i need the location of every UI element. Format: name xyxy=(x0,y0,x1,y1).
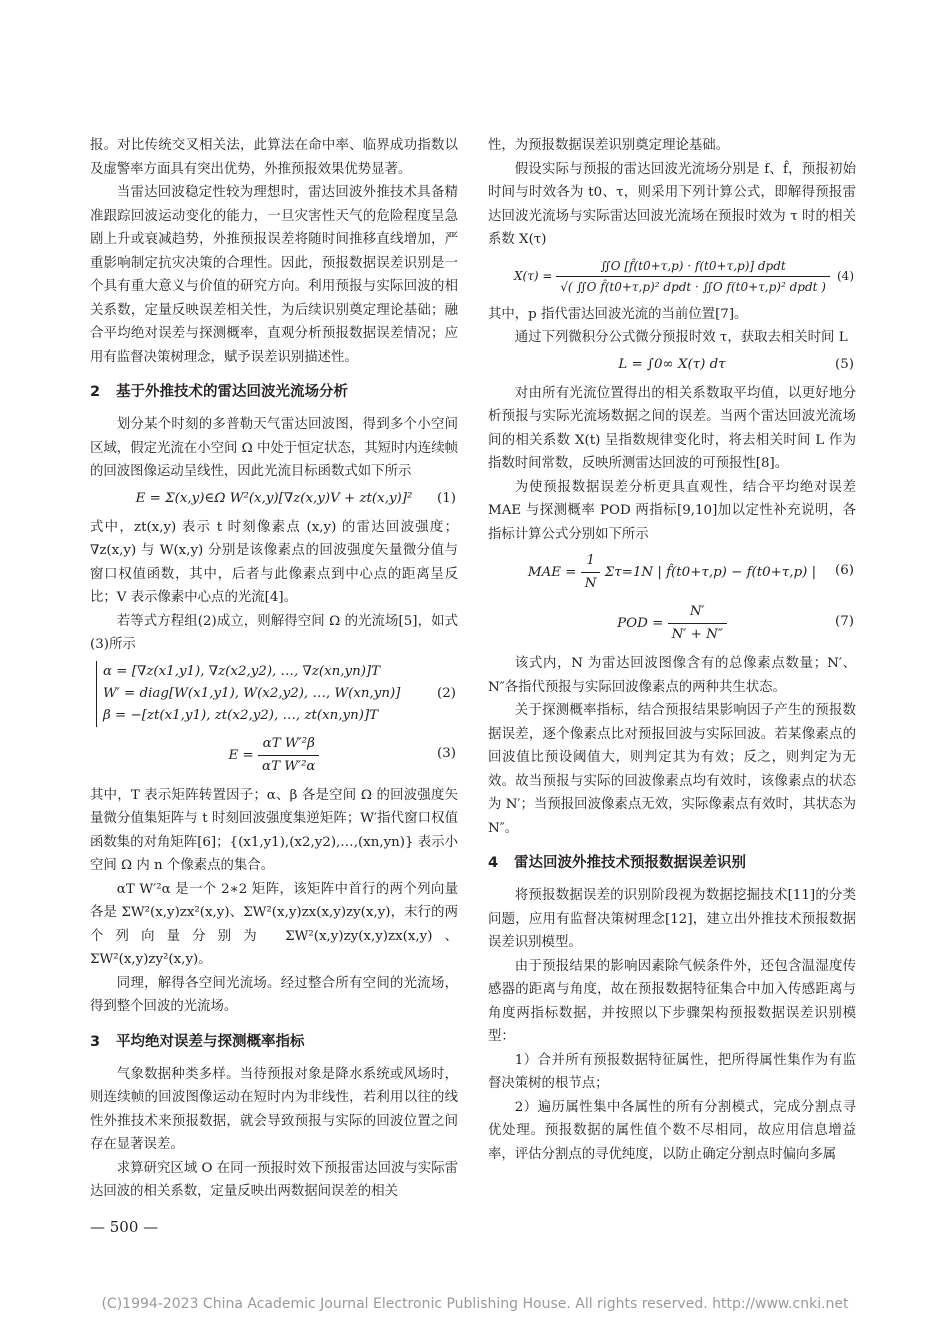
paragraph: 性，为预报数据误差识别奠定理论基础。 xyxy=(488,138,730,153)
paragraph: 划分某个时刻的多普勒天气雷达回波图，得到多个小空间区域，假定光流在小空间 Ω 中处于恒定状态，其短时内连续帧的回波图像运动呈线性，因此光流目标函数式如下所示 xyxy=(90,417,458,479)
equation-number: (1) xyxy=(437,490,456,506)
paragraph: 将预报数据误差的识别阶段视为数据挖掘技术[11]的分类问题，应用有监督决策树理念[12]，建立出外推技术预报数据误差识别模型。 xyxy=(488,888,856,950)
paragraph: 由于预报结果的影响因素除气候条件外，还包含温湿度传感器的距离与角度，故在预报数据特征集合中加入传感距离与角度两指标数据，并按照以下步骤架构预报数据误差识别模型： xyxy=(488,958,856,1044)
paragraph: 式中，zt(x,y) 表示 t 时刻像素点 (x,y) 的雷达回波强度；∇z(x,y) 与 W(x,y) 分别是该像素点的回波强度矢量微分值与窗口权值函数，其中，后者与此像素点到中心点的距离呈反比；V 表示像素中心点的光流[4]。 xyxy=(90,519,458,605)
numerator: αT W′²β xyxy=(258,733,319,756)
paragraph: 报。对比传统交叉相关法，此算法在命中率、临界成功指数以及虚警率方面具有突出优势，外推预报效果优势显著。 xyxy=(90,138,458,177)
right-column xyxy=(488,134,856,1166)
list-item: 1）合并所有预报数据特征属性，把所得属性集作为有监督决策树的根节点； xyxy=(488,1052,856,1091)
section-number: 4 xyxy=(488,855,499,871)
equation-number: (7) xyxy=(835,614,854,629)
section-number: 2 xyxy=(90,384,101,400)
equation-system xyxy=(96,661,400,727)
paragraph: 为使预报数据误差分析更具直观性，结合平均绝对误差 MAE 与探测概率 POD 两指标[9,10]加以定性补充说明，各指标计算公式分别如下所示 xyxy=(488,479,856,542)
equation-7 xyxy=(488,601,856,646)
fraction xyxy=(581,550,601,595)
equation-lhs: X(τ) = xyxy=(514,268,553,283)
fraction xyxy=(258,733,319,778)
equation-number: (3) xyxy=(437,745,456,761)
equation-lhs: POD = xyxy=(617,616,664,631)
left-column xyxy=(90,134,458,1204)
paragraph: 若等式方程组(2)成立，则解得空间 Ω 的光流场[5]，如式(3)所示 xyxy=(90,613,458,652)
section-title: 平均绝对误差与探测概率指标 xyxy=(116,1033,305,1050)
equation-4 xyxy=(488,256,856,297)
fraction xyxy=(556,256,830,297)
equation-rhs: Στ=1N | f̂(t0+τ,p) − f(t0+τ,p) | xyxy=(604,565,817,580)
paragraph: 假设实际与预报的雷达回波光流场分别是 f、f̂，预报初始时间与时效各为 t0、τ，则采用下列计算公式，即解得预报雷达回波光流场与实际雷达回波光流场在预报时效为 τ 时的相关系数 X(τ) xyxy=(488,161,856,247)
equation-line: α = [∇z(x1,y1), ∇z(x2,y2), …, ∇z(xn,yn)]T xyxy=(103,663,381,679)
paragraph: αT W′²α 是一个 2∗2 矩阵，该矩阵中首行的两个列向量各是 ΣW²(x,y)zx²(x,y)、ΣW²(x,y)zx(x,y)zy(x,y)，末行的两个列向量分别为 ΣW²(x,y)zy(x,y)zx(x,y)、ΣW²(x,y)zy²(x,y)。 xyxy=(90,881,458,967)
fraction xyxy=(668,601,727,646)
equation-3 xyxy=(90,733,458,778)
equation-number: (5) xyxy=(835,356,854,372)
copyright-footer: (C)1994-2023 China Academic Journal Electronic Publishing House. All rights reserved. http://www.cnki.net xyxy=(101,1296,849,1312)
paragraph: 求算研究区域 O 在同一预报时效下预报雷达回波与实际雷达回波的相关系数，定量反映出两数据间误差的相关 xyxy=(90,1160,458,1199)
denominator: αT W′²α xyxy=(262,758,316,774)
paragraph: 该式内，N 为雷达回波图像含有的总像素点数量；N′、N″各指代预报与实际回波像素点的两种共生状态。 xyxy=(488,656,856,695)
denominator: N xyxy=(584,576,597,591)
paragraph: 关于探测概率指标，结合预报结果影响因子产生的预报数据误差，逐个像素点比对预报回波与实际回波。若某像素点的回波值比预设阈值大，则判定其为有效；反之，则判定为无效。故当预报与实际的回波像素点均有效时，该像素点的状态为 N′；当预报回波像素点无效，实际像素点有效时，其状态为 N″。 xyxy=(488,703,856,836)
denominator: N′ + N″ xyxy=(671,627,723,642)
paragraph: 同理，解得各空间光流场。经过整合所有空间的光流场，得到整个回波的光流场。 xyxy=(90,975,458,1014)
equation-body: L = ∫0∞ X(τ) dτ xyxy=(618,356,726,372)
paragraph: 通过下列微积分公式微分预报时效 τ，获取去相关时间 L xyxy=(514,330,848,345)
section-title: 基于外推技术的雷达回波光流场分析 xyxy=(116,384,348,400)
equation-2 xyxy=(90,661,458,727)
paragraph: 气象数据种类多样。当待预报对象是降水系统或风场时，则连续帧的回波图像运动在短时内为非线性，若利用以往的线性外推技术来预报数据，就会导致预报与实际的回波位置之间存在显著误差。 xyxy=(90,1066,458,1152)
page-number: — 500 — xyxy=(90,1218,159,1236)
section-heading-2 xyxy=(90,379,458,405)
paragraph: 对由所有光流位置得出的相关系数取平均值，以更好地分析预报与实际光流场数据之间的误差。当两个雷达回波光流场间的相关系数 X(t) 呈指数规律变化时，将去相关时间 L 作为指数时间常数，反映所测雷达回波的可预报性[8]。 xyxy=(488,385,856,471)
numerator: 1 xyxy=(581,550,601,573)
equation-number: (6) xyxy=(835,563,854,578)
section-heading-4 xyxy=(488,850,856,876)
list-item: 2）遍历属性集中各属性的所有分割模式，完成分割点寻优处理。预报数据的属性值个数不尽相同，故应用信息增益率，评估分割点的寻优纯度，以防止确定分割点时偏向多属 xyxy=(488,1099,856,1162)
equation-body: E = Σ(x,y)∈Ω W²(x,y)[∇z(x,y)V + zt(x,y)]² xyxy=(135,490,413,506)
equation-lhs: MAE = xyxy=(527,565,577,580)
section-title: 雷达回波外推技术预报数据误差识别 xyxy=(514,855,746,871)
equation-number: (4) xyxy=(837,268,854,283)
equation-1 xyxy=(90,488,458,510)
numerator: N′ xyxy=(668,601,727,624)
equation-line: β = −[zt(x1,y1), zt(x2,y2), …, zt(xn,yn)]T xyxy=(103,707,379,723)
paragraph: 其中，T 表示矩阵转置因子；α、β 各是空间 Ω 的回波强度矢量微分值集矩阵与 t 时刻回波强度集逆矩阵；W′指代窗口权值函数集的对角矩阵[6]；{(x1,y1),(x2,y2),…,(xn,yn)} 表示小空间 Ω 内 n 个像素点的集合。 xyxy=(90,787,458,873)
paragraph: 其中，p 指代雷达回波光流的当前位置[7]。 xyxy=(488,306,748,322)
numerator: ∬O [f̂(t0+τ,p) · f(t0+τ,p)] dpdt xyxy=(556,256,830,277)
section-heading-3 xyxy=(90,1029,458,1055)
equation-5 xyxy=(488,354,856,376)
equation-number: (2) xyxy=(437,685,456,701)
paragraph: 当雷达回波稳定性较为理想时，雷达回波外推技术具备精准跟踪回波运动变化的能力，一旦灾害性天气的危险程度呈急剧上升或衰减趋势，外推预报误差将随时间推移直线增加，严重影响制定抗灾决策的合理性。因此，预报数据误差识别是一个具有重大意义与价值的研究方向。利用预报与实际回波的相关系数，定量反映误差相关性，为后续识别奠定理论基础；融合平均绝对误差与探测概率，直观分析预报数据误差情况；应用有监督决策树理念，赋予误差识别描述性。 xyxy=(90,185,458,365)
denominator: √( ∬O f̂(t0+τ,p)² dpdt · ∬O f(t0+τ,p)² dpdt ) xyxy=(560,279,826,294)
equation-lhs: E = xyxy=(228,747,254,763)
equation-line: W′ = diag[W(x1,y1), W(x2,y2), …, W(xn,yn)] xyxy=(103,685,401,701)
equation-6 xyxy=(488,550,856,595)
section-number: 3 xyxy=(90,1033,101,1050)
